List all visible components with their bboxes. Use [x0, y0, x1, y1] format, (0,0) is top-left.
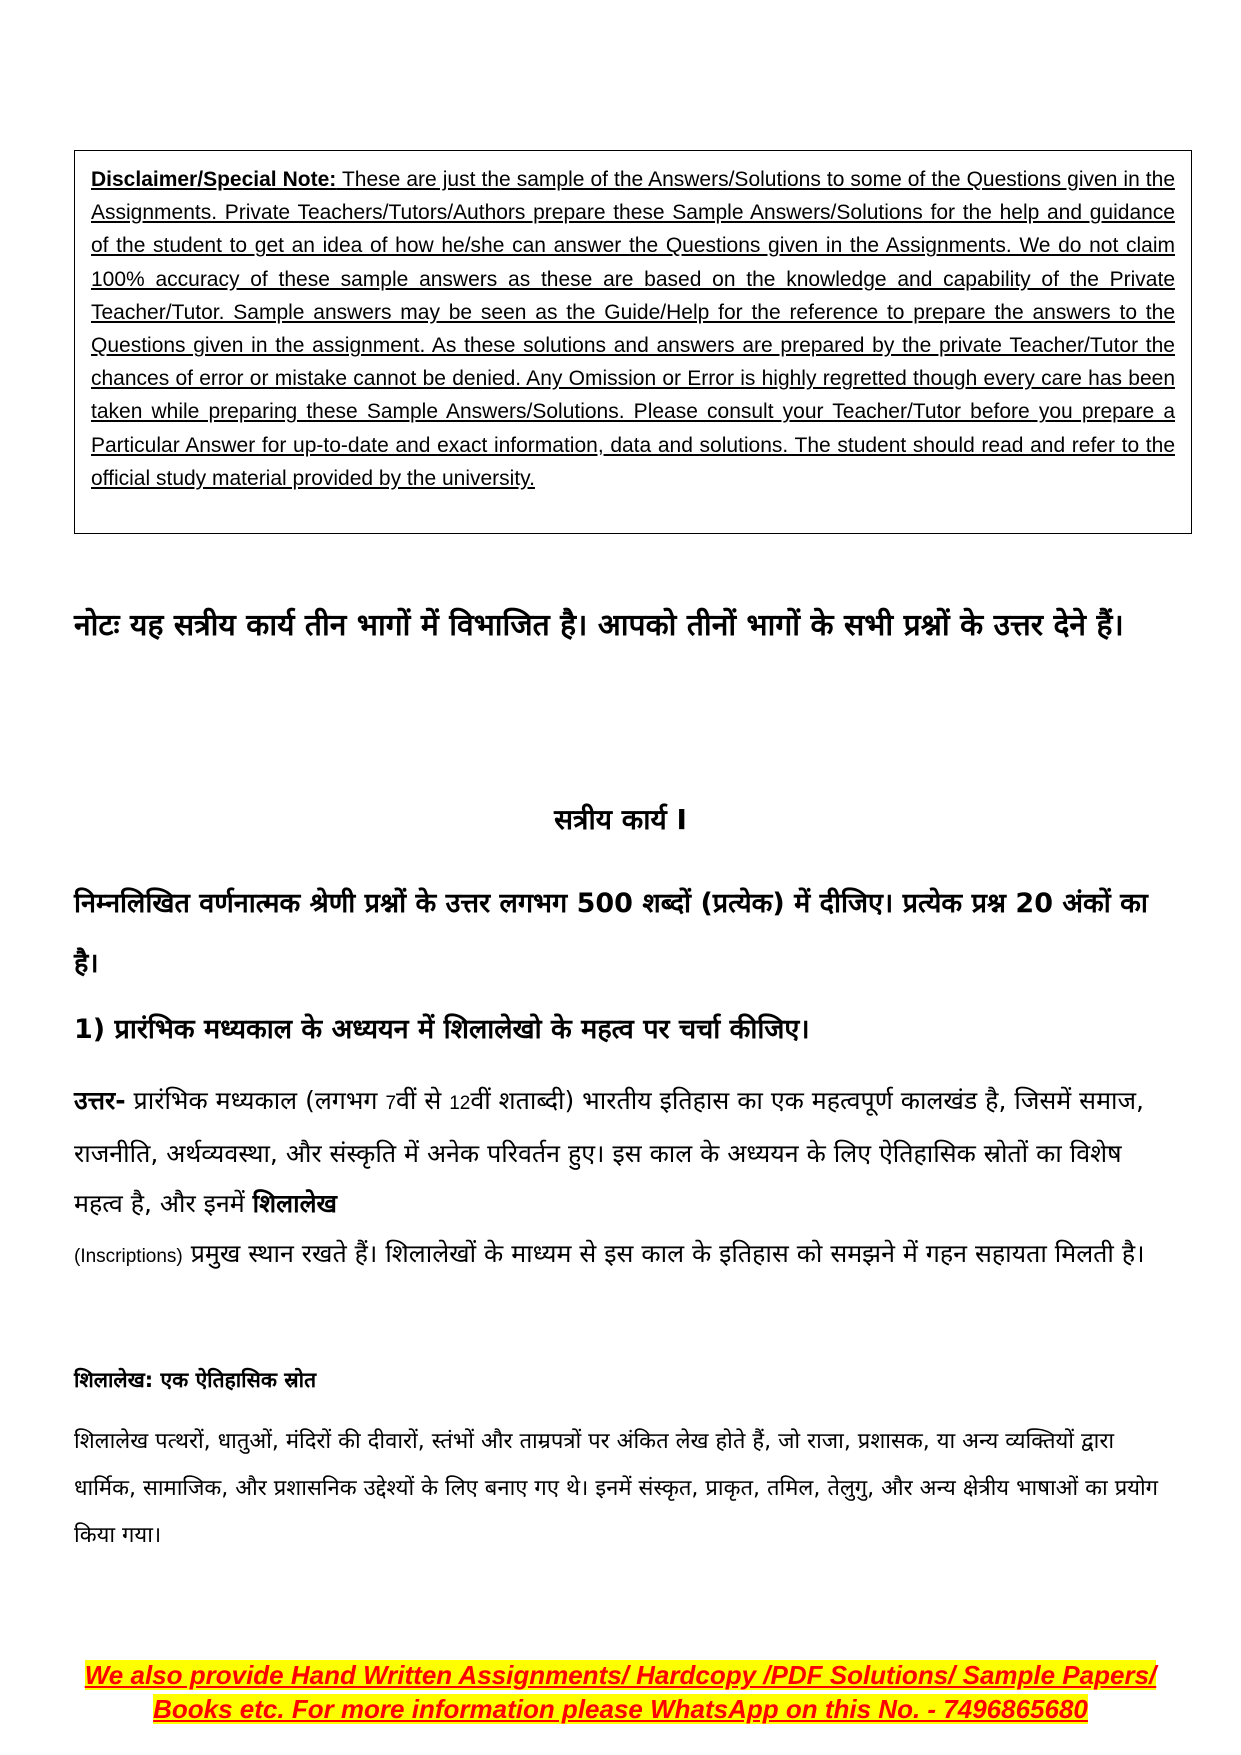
assignment-note: नोटः यह सत्रीय कार्य तीन भागों में विभाजित है। आपको तीनों भागों के सभी प्रश्नों के उत्तर देने हैं।: [74, 608, 1124, 643]
answer-century-12: 12: [449, 1093, 471, 1114]
answer-text-2: वीं से: [396, 1086, 450, 1115]
answer-text-3: वीं शताब्दी) भारतीय इतिहास का एक महत्वपूर्ण कालखंड है, जिसमें समाज, राजनीति, अर्थव्यवस्था, और संस्कृति में अनेक परिवर्तन हुए। इस काल के अध्ययन के लिए ऐतिहासिक स्रोतों का विशेष महत्व है, और इनमें: [74, 1086, 1144, 1218]
answer-keyword: शिलालेख: [252, 1189, 337, 1218]
answer-label: उत्तर-: [74, 1086, 126, 1115]
section-title: सत्रीय कार्य I: [554, 803, 687, 836]
instruction-text: निम्नलिखित वर्णनात्मक श्रेणी प्रश्नों के उत्तर लगभग 500 शब्दों (प्रत्येक) में दीजिए। प्रत्येक प्रश्न 20 अंकों का है।: [74, 888, 1148, 979]
answer-text-4: प्रमुख स्थान रखते हैं। शिलालेखों के माध्यम से इस काल के इतिहास को समझने में गहन सहायता मिलती है।: [182, 1239, 1145, 1268]
answer-century-7: 7: [385, 1093, 397, 1114]
promo-line-2: Books etc. For more information please WhatsApp on this No. - 7496865680: [153, 1694, 1088, 1724]
answer-english-term: (Inscriptions): [74, 1246, 183, 1267]
disclaimer-heading: Disclaimer/Special Note:: [91, 168, 337, 191]
promo-banner: [74, 1658, 1167, 1726]
answer-text-1: प्रारंभिक मध्यकाल (लगभग: [125, 1086, 386, 1115]
paragraph-inscriptions: शिलालेख पत्थरों, धातुओं, मंदिरों की दीवारों, स्तंभों और ताम्रपत्रों पर अंकित लेख होते हैं, जो राजा, प्रशासक, या अन्य व्यक्तियों द्वारा धार्मिक, सामाजिक, और प्रशासनिक उद्देश्यों के लिए बनाए गए थे। इनमें संस्कृत, प्राकृत, तमिल, तेलुगु, और अन्य क्षेत्रीय भाषाओं का प्रयोग किया गया।: [74, 1429, 1159, 1548]
subheading: शिलालेख: एक ऐतिहासिक स्रोत: [74, 1368, 317, 1392]
answer-paragraph: [74, 1076, 1174, 1282]
disclaimer-box: [74, 150, 1192, 534]
disclaimer-body: These are just the sample of the Answers/Solutions to some of the Questions given in the Assignments. Private Teachers/Tutors/Authors prepare these Sample Answers/Solutions for the help and guidance of the student to get an idea of how he/she can answer the Questions given in the Assignments. We do not claim 100% accuracy of these sample answers as these are based on the knowledge and capability of the Private Teacher/Tutor. Sample answers may be seen as the Guide/Help for the reference to prepare the answers to the Questions given in the assignment. As these solutions and answers are prepared by the private Teacher/Tutor the chances of error or mistake cannot be denied. Any Omission or Error is highly regretted though every care has been taken while preparing these Sample Answers/Solutions. Please consult your Teacher/Tutor before you prepare a Particular Answer for up-to-date and exact information, data and solutions. The student should read and refer to the official study material provided by the university.: [91, 168, 1175, 490]
question-1: 1) प्रारंभिक मध्यकाल के अध्ययन में शिलालेखो के महत्व पर चर्चा कीजिए।: [74, 1014, 810, 1045]
promo-line-1: We also provide Hand Written Assignments/ Hardcopy /PDF Solutions/ Sample Papers/: [84, 1660, 1157, 1690]
